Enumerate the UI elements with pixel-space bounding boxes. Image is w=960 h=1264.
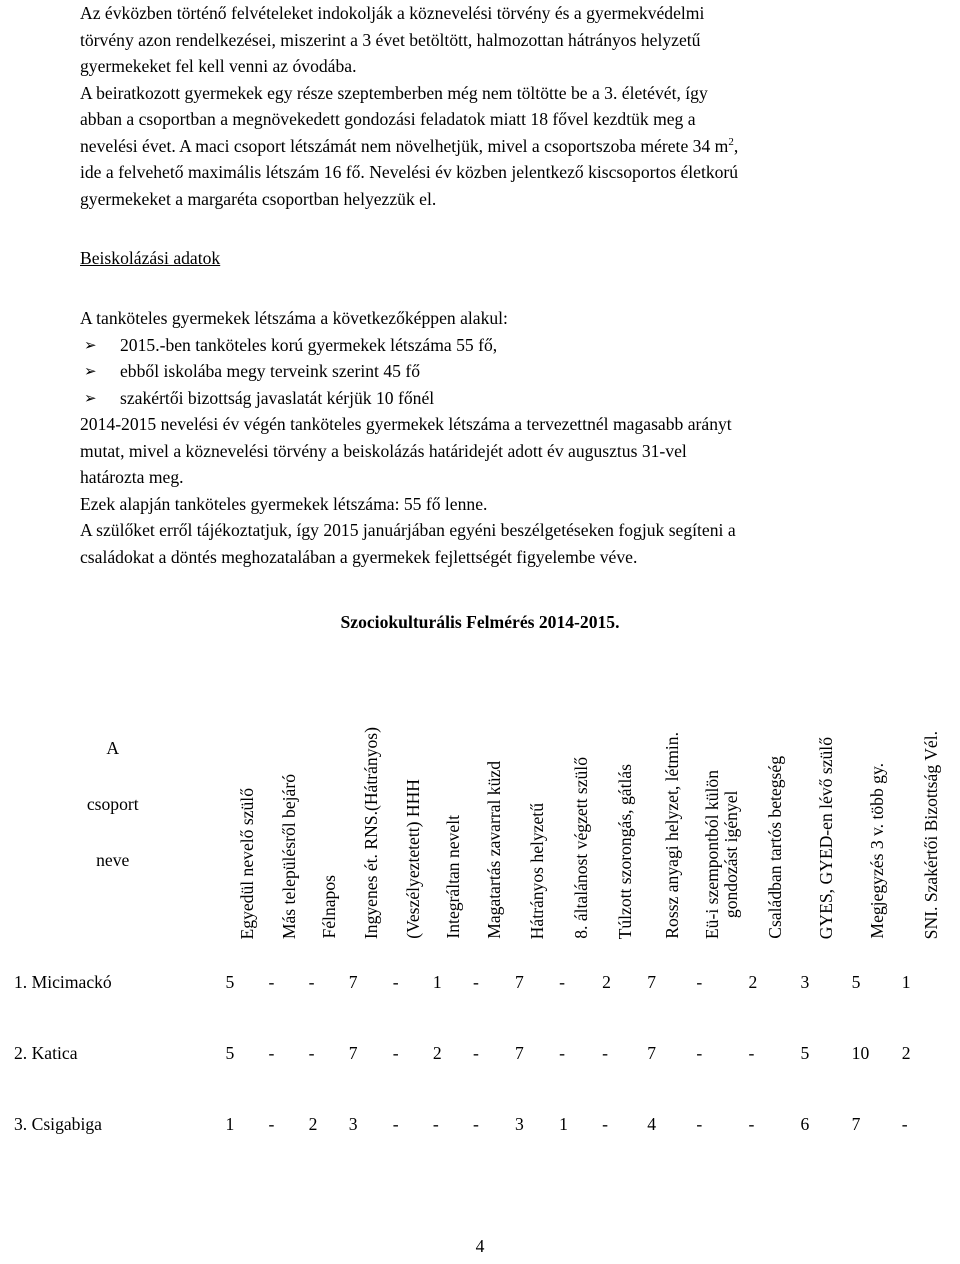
page-number: 4 (475, 1236, 485, 1256)
paragraph-line: A szülőket erről tájékoztatjuk, így 2015 januárjában egyéni beszélgetéseken fogjuk segíteni a (80, 520, 736, 540)
enrollment-block (80, 305, 890, 570)
table-cell: 3 (515, 1114, 524, 1134)
group-name-cell: 1. Micimackó (14, 972, 112, 992)
column-header-label (662, 732, 682, 939)
bullet-item (84, 385, 890, 412)
column-header-line: Magatartás zavarral küzd (483, 761, 504, 939)
intro-line: abban a csoportban a megnövekedett gondozási feladatok miatt 18 fővel kezdtük meg a (80, 109, 696, 129)
table-cell: - (392, 972, 399, 992)
school-intro: A tanköteles gyermekek létszáma a következőképpen alakul: (80, 308, 508, 328)
column-header-line: SNI. Szakértői Bizottság Vél. (920, 730, 941, 939)
table-cell: 5 (800, 1043, 810, 1063)
intro-line: A beiratkozott gyermekek egy része szeptemberben még nem töltötte be a 3. életévét, így (80, 82, 708, 103)
paragraph-line: családokat a döntés meghozatalában a gyermekek fejlettségét figyelembe véve. (80, 546, 638, 567)
survey-table (0, 660, 960, 1160)
table-cell: 1 (901, 972, 911, 992)
column-header-line: Egyedül nevelő szülő (237, 787, 257, 939)
table-cell: - (748, 1043, 755, 1063)
paragraph-line: határozta meg. (80, 467, 184, 487)
intro-line: gyermekeket fel kell venni az óvodába. (80, 56, 357, 76)
column-header-line: 8. általánost végzett szülő (570, 757, 591, 939)
arrow-bullet-icon: ➢ (84, 335, 97, 354)
column-header (602, 660, 647, 947)
column-header-line: GYES, GYED-en lévő szülő (816, 736, 837, 939)
column-header-line: Családban tartós betegség (764, 756, 785, 939)
column-header (269, 660, 309, 947)
intro-line: törvény azon rendelkezései, miszerint a 3 évet betöltött, halmozottan hátrányos helyzetű (80, 29, 701, 50)
group-name-cell: 2. Katica (14, 1043, 78, 1063)
table-cell: - (268, 1043, 275, 1063)
table-cell: - (696, 1043, 703, 1063)
column-header-label (867, 763, 887, 939)
table-cell: - (308, 1043, 315, 1063)
table-cell: - (472, 972, 479, 992)
intro-line-text: nevelési évet. A maci csoport létszámát nem növelhetjük, mivel a csoportszoba mérete 34 m (80, 135, 729, 156)
table-cell: 7 (515, 1043, 524, 1063)
table-cell: - (602, 1114, 609, 1134)
table-cell: 3 (348, 1114, 358, 1134)
bullet-item (84, 332, 890, 359)
table-cell: 1 (559, 1114, 568, 1134)
column-header (647, 660, 696, 947)
table-row (0, 1018, 960, 1089)
column-header-line: Rossz anyagi helyzet, létmin. (661, 732, 682, 939)
intro-line: ide a felvehető maximális létszám 16 fő. Nevelési év közben jelentkező kiscsoportos életkorú (80, 162, 739, 182)
table-cell: - (602, 1043, 609, 1063)
table-cell: 1 (432, 972, 442, 992)
group-header-line: A (106, 737, 120, 758)
column-header-label (921, 731, 941, 939)
arrow-bullet-icon: ➢ (84, 362, 97, 380)
table-cell: - (559, 972, 565, 992)
column-header (852, 660, 902, 947)
column-header-line: Integráltan nevelt (442, 815, 463, 939)
column-header-label (816, 737, 836, 939)
column-header-line: Hátrányos helyzetű (527, 802, 548, 939)
intro-line: Az évközben történő felvételeket indokolják a köznevelési törvény és a gyermekvédelmi (80, 3, 705, 23)
column-header-label (484, 761, 504, 939)
paragraph-line: 2014-2015 nevelési év végén tanköteles gyermekek létszáma a tervezettnél magasabb arányt (80, 414, 732, 434)
column-header-line: Ingyenes ét. RNS.(Hátrányos) (360, 726, 381, 939)
bullet-text: ebből iskolába megy terveink szerint 45 fő (120, 361, 420, 381)
column-header-line: Eü-i szempontból külön (702, 769, 723, 939)
bullet-list (80, 332, 890, 412)
table-cell: 7 (348, 972, 358, 992)
column-header-label (237, 788, 257, 939)
table-cell: 10 (851, 1043, 870, 1063)
column-header-label (319, 875, 339, 939)
column-header-label (279, 774, 299, 939)
column-header-label (361, 727, 381, 939)
group-header-line: csoport (86, 793, 139, 814)
table-cell: 7 (647, 1043, 657, 1063)
table-cell: - (901, 1114, 908, 1134)
bullet-text: szakértői bizottság javaslatát kérjük 10 főnél (120, 387, 435, 408)
column-header-label (443, 815, 463, 939)
table-cell: 2 (748, 972, 758, 992)
column-header (309, 660, 349, 947)
column-header (559, 660, 602, 947)
column-header (515, 660, 559, 947)
table-cell: 2 (308, 1114, 318, 1134)
header-row (0, 660, 960, 947)
column-header (902, 660, 960, 947)
column-header (801, 660, 852, 947)
table-cell: - (392, 1043, 399, 1063)
table-cell: - (432, 1114, 439, 1134)
table-cell: 2 (432, 1043, 442, 1063)
table-cell: - (472, 1114, 479, 1134)
table-cell: 7 (851, 1114, 861, 1134)
column-header-line: gondozást igényel (721, 790, 742, 919)
column-header-line: Félnapos (318, 875, 339, 939)
table-cell: 1 (225, 1114, 235, 1134)
table-row (0, 947, 960, 1018)
section-heading: Beiskolázási adatok (80, 248, 221, 268)
column-header (696, 660, 748, 947)
arrow-bullet-icon: ➢ (84, 388, 97, 407)
column-header (473, 660, 515, 947)
table-cell: - (472, 1043, 479, 1063)
table-row (0, 1089, 960, 1160)
group-header-line: neve (96, 849, 130, 870)
paragraph-2: Ezek alapján tanköteles gyermekek létszáma: 55 fő lenne. (80, 493, 488, 514)
intro-line (80, 133, 890, 160)
table-cell: 5 (225, 972, 235, 992)
column-header-label (765, 756, 785, 939)
column-header-label (571, 757, 591, 939)
bullet-item (84, 358, 890, 385)
group-name-header (0, 660, 225, 947)
table-cell: 7 (348, 1043, 358, 1063)
paragraph-line: mutat, mivel a köznevelési törvény a beiskolázás határidejét adott év augusztus 31-vel (80, 440, 687, 461)
table-cell: - (392, 1114, 399, 1134)
column-header (349, 660, 393, 947)
intro-line: gyermekeket a margaréta csoportban helyezzük el. (80, 188, 437, 209)
intro-line-tail: , (733, 135, 739, 156)
survey-title: Szociokulturális Felmérés 2014-2015. (340, 612, 620, 632)
table-body (0, 947, 960, 1160)
table-cell: 4 (647, 1114, 657, 1134)
table-cell: 3 (800, 972, 810, 992)
bullet-text: 2015.-ben tanköteles korú gyermekek létszáma 55 fő, (120, 334, 498, 355)
column-header-label (703, 770, 741, 939)
table-cell: 5 (851, 972, 861, 992)
column-header (225, 660, 268, 947)
intro-text (80, 0, 890, 212)
column-header-label (615, 764, 635, 939)
table-cell: 7 (647, 972, 657, 992)
table-cell: - (696, 972, 703, 992)
table-cell: 5 (225, 1043, 235, 1063)
column-header-line: Megjegyzés 3 v. több gy. (866, 763, 887, 939)
column-header-line: Más településről bejáró (278, 773, 299, 939)
column-header (433, 660, 473, 947)
table-cell: 6 (800, 1114, 810, 1134)
table-cell: 2 (901, 1043, 911, 1063)
table-cell: - (268, 972, 275, 992)
table-cell: 2 (602, 972, 611, 992)
table-cell: - (748, 1114, 755, 1134)
column-header-label (403, 779, 423, 939)
column-header-line: Túlzott szorongás, gátlás (614, 763, 635, 939)
group-name-cell: 3. Csigabiga (14, 1114, 102, 1134)
superscript: 2 (728, 135, 734, 148)
column-header-label (527, 803, 547, 939)
column-header (748, 660, 800, 947)
table-cell: 7 (515, 972, 524, 992)
table-cell: - (308, 972, 315, 992)
column-header (393, 660, 433, 947)
table-cell: - (696, 1114, 703, 1134)
table-cell: - (268, 1114, 275, 1134)
column-header-line: (Veszélyeztetett) HHH (402, 779, 423, 939)
table-cell: - (559, 1043, 565, 1063)
